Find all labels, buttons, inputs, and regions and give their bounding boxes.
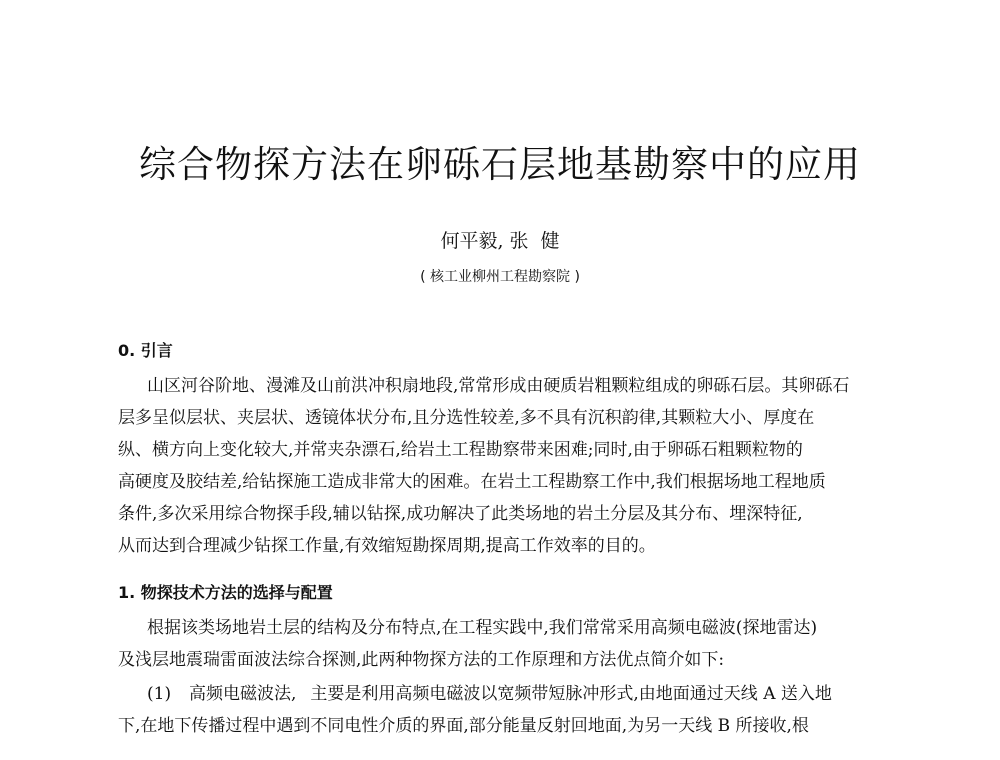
item-number: (1) [147,684,172,704]
paper-title: 综合物探方法在卵砾石层地基勘察中的应用 [139,143,861,186]
method-item-1 [147,682,832,706]
method-item-1-continuation: 下,在地下传播过程中遇到不同电性介质的界面,部分能量反射回地面,为另一天线 B 所接收,根 [118,716,809,736]
section-heading-intro: 0. 引言 [118,341,173,360]
section-heading-method-selection: 1. 物探技术方法的选择与配置 [118,583,333,602]
intro-line-4: 高硬度及胶结差,给钻探施工造成非常大的困难。在岩土工程勘察工作中,我们根据场地工程地质 [118,472,826,492]
author-2-surname: 张 [509,230,529,252]
intro-line-5: 条件,多次采用综合物探手段,辅以钻探,成功解决了此类场地的岩土分层及其分布、埋深特征, [118,504,803,524]
method-line-2: 及浅层地震瑞雷面波法综合探测,此两种物探方法的工作原理和方法优点简介如下: [118,650,725,670]
item-text: 主要是利用高频电磁波以宽频带短脉冲形式,由地面通过天线 A 送入地 [310,684,832,704]
item-name: 高频电磁波法, [189,684,297,704]
intro-line-6: 从而达到合理减少钻探工作量,有效缩短勘探周期,提高工作效率的目的。 [118,536,656,556]
affiliation: ( 核工业柳州工程勘察院 ) [420,269,580,285]
method-line-1: 根据该类场地岩土层的结构及分布特点,在工程实践中,我们常常采用高频电磁波(探地雷达) [147,618,818,638]
intro-line-2: 层多呈似层状、夹层状、透镜体状分布,且分选性较差,多不具有沉积韵律,其颗粒大小、厚度在 [118,408,815,428]
intro-line-1: 山区河谷阶地、漫滩及山前洪冲积扇地段,常常形成由硬质岩粗颗粒组成的卵砾石层。其卵砾石 [147,376,850,396]
author-line [0,228,1000,254]
author-2-given-name: 健 [540,230,560,252]
author-1: 何平毅, [440,230,504,252]
intro-line-3: 纵、横方向上变化较大,并常夹杂漂石,给岩土工程勘察带来困难;同时,由于卵砾石粗颗粒物的 [118,440,803,460]
